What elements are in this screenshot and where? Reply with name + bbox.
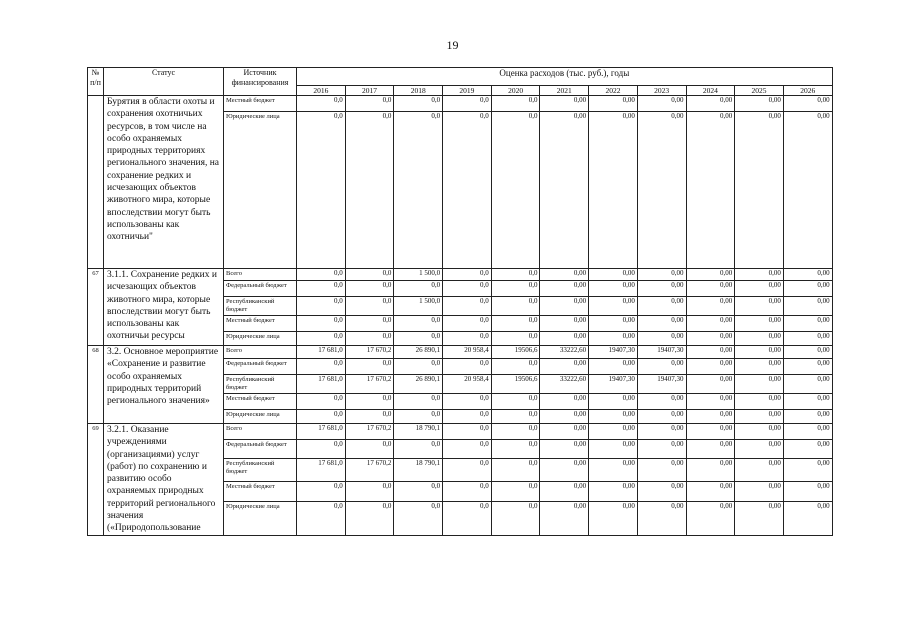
amount-cell: 0,0 xyxy=(443,424,492,440)
amount-cell: 0,00 xyxy=(735,332,784,346)
amount-cell: 0,00 xyxy=(589,439,638,458)
amount-cell: 0,0 xyxy=(345,269,394,281)
amount-cell: 19407,30 xyxy=(637,375,686,394)
amount-cell: 0,0 xyxy=(443,269,492,281)
amount-cell: 0,00 xyxy=(589,281,638,297)
funding-source: Всего xyxy=(224,346,297,359)
amount-cell: 0,00 xyxy=(686,332,735,346)
amount-cell: 0,00 xyxy=(540,424,589,440)
amount-cell: 0,00 xyxy=(637,410,686,424)
amount-cell: 0,0 xyxy=(443,281,492,297)
amount-cell: 0,0 xyxy=(297,394,346,410)
amount-cell: 0,0 xyxy=(491,424,540,440)
amount-cell: 0,0 xyxy=(394,439,443,458)
funding-source: Местный бюджет xyxy=(224,316,297,332)
amount-cell: 0,00 xyxy=(540,482,589,501)
amount-cell: 0,0 xyxy=(297,96,346,112)
amount-cell: 0,0 xyxy=(345,316,394,332)
amount-cell: 0,00 xyxy=(589,96,638,112)
amount-cell: 0,00 xyxy=(637,297,686,316)
amount-cell: 0,0 xyxy=(297,332,346,346)
amount-cell: 0,0 xyxy=(491,482,540,501)
amount-cell: 0,00 xyxy=(783,424,832,440)
amount-cell: 0,00 xyxy=(735,501,784,535)
amount-cell: 0,0 xyxy=(345,281,394,297)
year-header: 2023 xyxy=(637,86,686,96)
status-cell: 3.2.1. Оказание учреждениями (организациями) услуг (работ) по сохранению и развитию особо охраняемых природных территорий регионального значения («Природопользование xyxy=(104,424,224,536)
status-cell: 3.2. Основное мероприятие «Сохранение и развитие особо охраняемых природных территорий регионального значения» xyxy=(104,346,224,424)
amount-cell: 0,00 xyxy=(783,375,832,394)
amount-cell: 19407,30 xyxy=(589,375,638,394)
amount-cell: 0,00 xyxy=(783,459,832,482)
amount-cell: 0,0 xyxy=(491,96,540,112)
amount-cell: 0,0 xyxy=(345,482,394,501)
funding-source: Юридические лица xyxy=(224,112,297,269)
amount-cell: 20 958,4 xyxy=(443,346,492,359)
row-number: 68 xyxy=(88,346,104,424)
amount-cell: 0,0 xyxy=(443,394,492,410)
amount-cell: 0,00 xyxy=(735,316,784,332)
amount-cell: 0,0 xyxy=(345,96,394,112)
status-column-header: Статус xyxy=(104,68,224,96)
amount-cell: 0,00 xyxy=(540,297,589,316)
amount-cell: 0,00 xyxy=(637,439,686,458)
amount-cell: 0,00 xyxy=(783,359,832,375)
amount-cell: 0,00 xyxy=(540,359,589,375)
amount-cell: 0,0 xyxy=(443,459,492,482)
amount-cell: 0,00 xyxy=(686,359,735,375)
amount-cell: 0,00 xyxy=(735,482,784,501)
amount-cell: 0,00 xyxy=(783,332,832,346)
amount-cell: 0,0 xyxy=(297,410,346,424)
table-row xyxy=(88,424,833,440)
amount-cell: 0,00 xyxy=(686,459,735,482)
amount-cell: 0,00 xyxy=(783,346,832,359)
amount-cell: 0,00 xyxy=(589,359,638,375)
amount-cell: 0,00 xyxy=(589,394,638,410)
funding-source: Федеральный бюджет xyxy=(224,281,297,297)
amount-cell: 0,0 xyxy=(345,410,394,424)
funding-source: Юридические лица xyxy=(224,332,297,346)
amount-cell: 1 500,0 xyxy=(394,297,443,316)
amount-cell: 0,0 xyxy=(297,269,346,281)
row-number: 69 xyxy=(88,424,104,536)
amount-cell: 0,00 xyxy=(637,269,686,281)
amount-cell: 0,0 xyxy=(297,482,346,501)
amount-cell: 0,00 xyxy=(589,424,638,440)
amount-cell: 0,0 xyxy=(443,410,492,424)
amount-cell: 0,0 xyxy=(443,297,492,316)
status-cell: Бурятия в области охоты и сохранения охотничьих ресурсов, в том числе на особо охраняемых природных территориях регионального значения, на сохранение редких и исчезающих объектов животного мира, которые впоследствии могут быть использованы как охотничьи" xyxy=(104,96,224,269)
amount-cell: 19506,6 xyxy=(491,346,540,359)
amount-cell: 0,00 xyxy=(686,281,735,297)
amount-cell: 0,0 xyxy=(297,501,346,535)
amount-cell: 0,00 xyxy=(735,424,784,440)
expenses-table xyxy=(87,67,833,536)
amount-cell: 0,0 xyxy=(491,112,540,269)
amount-cell: 0,00 xyxy=(540,316,589,332)
amount-cell: 0,00 xyxy=(589,482,638,501)
amount-cell: 0,00 xyxy=(589,501,638,535)
year-header: 2020 xyxy=(491,86,540,96)
amount-cell: 0,0 xyxy=(491,459,540,482)
amount-cell: 0,00 xyxy=(540,394,589,410)
amount-cell: 0,00 xyxy=(686,316,735,332)
amount-cell: 0,0 xyxy=(345,394,394,410)
amount-cell: 0,00 xyxy=(540,501,589,535)
amount-cell: 0,0 xyxy=(297,112,346,269)
amount-cell: 26 890,1 xyxy=(394,346,443,359)
estimate-header: Оценка расходов (тыс. руб.), годы xyxy=(297,68,833,86)
amount-cell: 0,00 xyxy=(783,269,832,281)
amount-cell: 0,0 xyxy=(297,359,346,375)
amount-cell: 0,00 xyxy=(686,501,735,535)
amount-cell: 0,00 xyxy=(686,96,735,112)
amount-cell: 33222,60 xyxy=(540,346,589,359)
year-header: 2018 xyxy=(394,86,443,96)
amount-cell: 0,0 xyxy=(443,501,492,535)
funding-source: Юридические лица xyxy=(224,410,297,424)
amount-cell: 0,00 xyxy=(589,459,638,482)
amount-cell: 0,00 xyxy=(783,112,832,269)
amount-cell: 0,0 xyxy=(491,281,540,297)
amount-cell: 26 890,1 xyxy=(394,375,443,394)
amount-cell: 17 681,0 xyxy=(297,424,346,440)
amount-cell: 0,00 xyxy=(735,269,784,281)
amount-cell: 0,0 xyxy=(394,359,443,375)
amount-cell: 0,00 xyxy=(686,439,735,458)
amount-cell: 0,0 xyxy=(491,501,540,535)
amount-cell: 17 670,2 xyxy=(345,424,394,440)
amount-cell: 19506,6 xyxy=(491,375,540,394)
amount-cell: 0,0 xyxy=(394,410,443,424)
amount-cell: 0,00 xyxy=(589,269,638,281)
amount-cell: 0,00 xyxy=(686,375,735,394)
amount-cell: 0,0 xyxy=(443,482,492,501)
funding-source: Местный бюджет xyxy=(224,96,297,112)
amount-cell: 0,00 xyxy=(783,501,832,535)
amount-cell: 0,0 xyxy=(345,332,394,346)
amount-cell: 0,0 xyxy=(345,501,394,535)
funding-source: Республиканский бюджет xyxy=(224,297,297,316)
amount-cell: 17 681,0 xyxy=(297,346,346,359)
amount-cell: 0,00 xyxy=(735,281,784,297)
table-row xyxy=(88,269,833,281)
funding-source: Федеральный бюджет xyxy=(224,439,297,458)
amount-cell: 0,0 xyxy=(297,297,346,316)
amount-cell: 0,0 xyxy=(345,439,394,458)
amount-cell: 0,0 xyxy=(443,316,492,332)
amount-cell: 0,00 xyxy=(783,96,832,112)
amount-cell: 0,0 xyxy=(394,501,443,535)
amount-cell: 0,00 xyxy=(783,482,832,501)
amount-cell: 0,00 xyxy=(589,332,638,346)
funding-source: Всего xyxy=(224,424,297,440)
year-header: 2019 xyxy=(443,86,492,96)
amount-cell: 0,0 xyxy=(394,394,443,410)
amount-cell: 19407,30 xyxy=(637,346,686,359)
amount-cell: 0,00 xyxy=(735,346,784,359)
amount-cell: 0,0 xyxy=(491,269,540,281)
funding-source: Республиканский бюджет xyxy=(224,375,297,394)
amount-cell: 0,00 xyxy=(783,281,832,297)
row-number xyxy=(88,96,104,269)
amount-cell: 17 670,2 xyxy=(345,346,394,359)
amount-cell: 0,00 xyxy=(783,316,832,332)
amount-cell: 0,00 xyxy=(783,297,832,316)
amount-cell: 0,00 xyxy=(735,359,784,375)
year-header: 2017 xyxy=(345,86,394,96)
amount-cell: 0,0 xyxy=(394,482,443,501)
status-cell: 3.1.1. Сохранение редких и исчезающих объектов животного мира, которые впоследствии могут быть использованы как охотничьи ресурсы xyxy=(104,269,224,346)
amount-cell: 0,00 xyxy=(637,96,686,112)
amount-cell: 0,00 xyxy=(637,112,686,269)
amount-cell: 0,00 xyxy=(637,316,686,332)
amount-cell: 0,00 xyxy=(589,297,638,316)
funding-source: Республиканский бюджет xyxy=(224,459,297,482)
year-header: 2016 xyxy=(297,86,346,96)
amount-cell: 1 500,0 xyxy=(394,269,443,281)
amount-cell: 0,0 xyxy=(394,112,443,269)
amount-cell: 19407,30 xyxy=(589,346,638,359)
page-number: 19 xyxy=(446,38,459,52)
amount-cell: 0,0 xyxy=(491,410,540,424)
amount-cell: 0,00 xyxy=(686,424,735,440)
amount-cell: 0,0 xyxy=(491,332,540,346)
funding-source: Местный бюджет xyxy=(224,394,297,410)
amount-cell: 0,00 xyxy=(686,410,735,424)
amount-cell: 0,0 xyxy=(443,359,492,375)
amount-cell: 0,00 xyxy=(637,501,686,535)
amount-cell: 0,00 xyxy=(735,410,784,424)
year-header: 2025 xyxy=(735,86,784,96)
amount-cell: 0,00 xyxy=(637,281,686,297)
amount-cell: 0,00 xyxy=(540,410,589,424)
amount-cell: 0,00 xyxy=(783,410,832,424)
amount-cell: 0,0 xyxy=(491,439,540,458)
amount-cell: 0,0 xyxy=(394,281,443,297)
amount-cell: 0,00 xyxy=(686,297,735,316)
num-column-header: № п/п xyxy=(88,68,104,96)
amount-cell: 17 681,0 xyxy=(297,375,346,394)
amount-cell: 0,0 xyxy=(491,394,540,410)
amount-cell: 18 790,1 xyxy=(394,459,443,482)
amount-cell: 0,00 xyxy=(540,96,589,112)
amount-cell: 18 790,1 xyxy=(394,424,443,440)
amount-cell: 0,0 xyxy=(491,316,540,332)
amount-cell: 0,00 xyxy=(589,112,638,269)
source-column-header: Источник финансирования xyxy=(224,68,297,96)
amount-cell: 0,00 xyxy=(686,112,735,269)
amount-cell: 0,0 xyxy=(443,332,492,346)
amount-cell: 0,0 xyxy=(394,332,443,346)
amount-cell: 0,00 xyxy=(686,346,735,359)
amount-cell: 0,00 xyxy=(637,459,686,482)
funding-source: Местный бюджет xyxy=(224,482,297,501)
amount-cell: 0,0 xyxy=(443,112,492,269)
amount-cell: 0,0 xyxy=(443,96,492,112)
amount-cell: 0,0 xyxy=(394,316,443,332)
year-header: 2022 xyxy=(589,86,638,96)
funding-source: Юридические лица xyxy=(224,501,297,535)
amount-cell: 0,00 xyxy=(735,112,784,269)
amount-cell: 0,0 xyxy=(345,112,394,269)
amount-cell: 0,00 xyxy=(735,459,784,482)
amount-cell: 33222,60 xyxy=(540,375,589,394)
amount-cell: 0,00 xyxy=(589,410,638,424)
amount-cell: 17 670,2 xyxy=(345,459,394,482)
year-header: 2024 xyxy=(686,86,735,96)
amount-cell: 0,00 xyxy=(735,375,784,394)
amount-cell: 17 681,0 xyxy=(297,459,346,482)
amount-cell: 0,00 xyxy=(540,439,589,458)
amount-cell: 0,00 xyxy=(637,359,686,375)
amount-cell: 0,00 xyxy=(783,439,832,458)
year-header: 2026 xyxy=(783,86,832,96)
amount-cell: 0,0 xyxy=(297,281,346,297)
table-row xyxy=(88,346,833,359)
amount-cell: 0,00 xyxy=(637,332,686,346)
amount-cell: 0,0 xyxy=(297,439,346,458)
amount-cell: 0,00 xyxy=(735,394,784,410)
amount-cell: 0,00 xyxy=(686,394,735,410)
year-header: 2021 xyxy=(540,86,589,96)
amount-cell: 0,00 xyxy=(735,96,784,112)
amount-cell: 0,00 xyxy=(540,459,589,482)
amount-cell: 0,00 xyxy=(540,112,589,269)
amount-cell: 0,00 xyxy=(637,482,686,501)
amount-cell: 0,00 xyxy=(783,394,832,410)
amount-cell: 0,00 xyxy=(637,394,686,410)
amount-cell: 0,0 xyxy=(394,96,443,112)
amount-cell: 0,00 xyxy=(540,281,589,297)
amount-cell: 0,00 xyxy=(589,316,638,332)
amount-cell: 0,0 xyxy=(491,359,540,375)
amount-cell: 0,0 xyxy=(297,316,346,332)
amount-cell: 0,0 xyxy=(345,297,394,316)
amount-cell: 0,00 xyxy=(540,332,589,346)
amount-cell: 0,00 xyxy=(686,482,735,501)
amount-cell: 17 670,2 xyxy=(345,375,394,394)
table-row xyxy=(88,96,833,112)
amount-cell: 0,00 xyxy=(735,439,784,458)
funding-source: Федеральный бюджет xyxy=(224,359,297,375)
row-number: 67 xyxy=(88,269,104,346)
amount-cell: 0,00 xyxy=(540,269,589,281)
amount-cell: 0,00 xyxy=(637,424,686,440)
amount-cell: 20 958,4 xyxy=(443,375,492,394)
amount-cell: 0,00 xyxy=(686,269,735,281)
amount-cell: 0,0 xyxy=(491,297,540,316)
amount-cell: 0,0 xyxy=(345,359,394,375)
funding-source: Всего xyxy=(224,269,297,281)
amount-cell: 0,0 xyxy=(443,439,492,458)
amount-cell: 0,00 xyxy=(735,297,784,316)
